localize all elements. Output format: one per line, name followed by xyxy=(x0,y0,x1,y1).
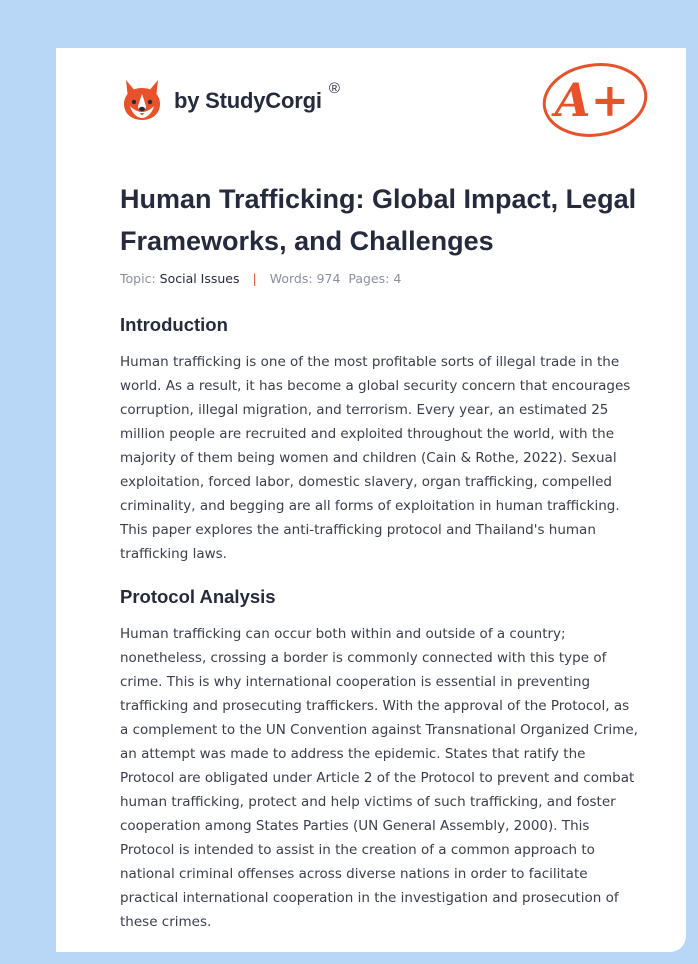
document-content xyxy=(120,178,640,934)
section-heading-introduction: Introduction xyxy=(120,314,228,335)
document-page xyxy=(56,48,686,952)
grade-text: A+ xyxy=(554,73,630,127)
studycorgi-logo[interactable] xyxy=(120,76,340,122)
brand-name xyxy=(174,80,340,114)
section-heading-protocol-analysis: Protocol Analysis xyxy=(120,586,276,607)
words-value: 974 xyxy=(316,271,341,286)
registered-mark: ® xyxy=(328,80,340,97)
brand-text: by StudyCorgi xyxy=(174,88,322,113)
section-body-introduction: Human trafficking is one of the most profitable sorts of illegal trade in the world. As a result, it has become a global security concern that encourages corruption, illegal migration, and terrorism. Every year, an estimated 25 million people are recruited and exploited throughout the world, with the majority of them being women and children (Cain & Rothe, 2022). Sexual exploitation, forced labor, domestic slavery, organ trafficking, compelled criminality, and begging are all forms of exploitation in human trafficking. This paper explores the anti-trafficking protocol and Thailand's human trafficking laws. xyxy=(120,354,631,562)
grade-badge xyxy=(540,60,650,144)
section-body-protocol-analysis: Human trafficking can occur both within and outside of a country; nonetheless, crossing a border is commonly connected with this type of crime. This is why international cooperation is essential in preventing trafficking and prosecuting traffickers. With the approval of the Protocol, as a complement to the UN Convention against Transnational Organized Crime, an attempt was made to address the epidemic. States that ratify the Protocol are obligated under Article 2 of the Protocol to prevent and combat human trafficking, protect and help victims of such trafficking, and foster cooperation among States Parties (UN General Assembly, 2000). This Protocol is intended to assist in the creation of a common approach to national criminal offenses across diverse nations in order to facilitate practical international cooperation in the investigation and prosecution of these crimes. xyxy=(120,626,638,930)
topic-label: Topic: xyxy=(120,271,156,286)
pages-value: 4 xyxy=(393,271,402,286)
page-title: Human Trafficking: Global Impact, Legal Frameworks, and Challenges xyxy=(120,184,637,256)
header xyxy=(120,73,650,146)
topic-link[interactable]: Social Issues xyxy=(159,271,240,286)
corgi-icon xyxy=(120,76,164,122)
pages-label: Pages: xyxy=(348,271,390,286)
meta-separator: | xyxy=(252,271,257,286)
document-meta xyxy=(120,271,640,286)
words-label: Words: xyxy=(269,271,313,286)
